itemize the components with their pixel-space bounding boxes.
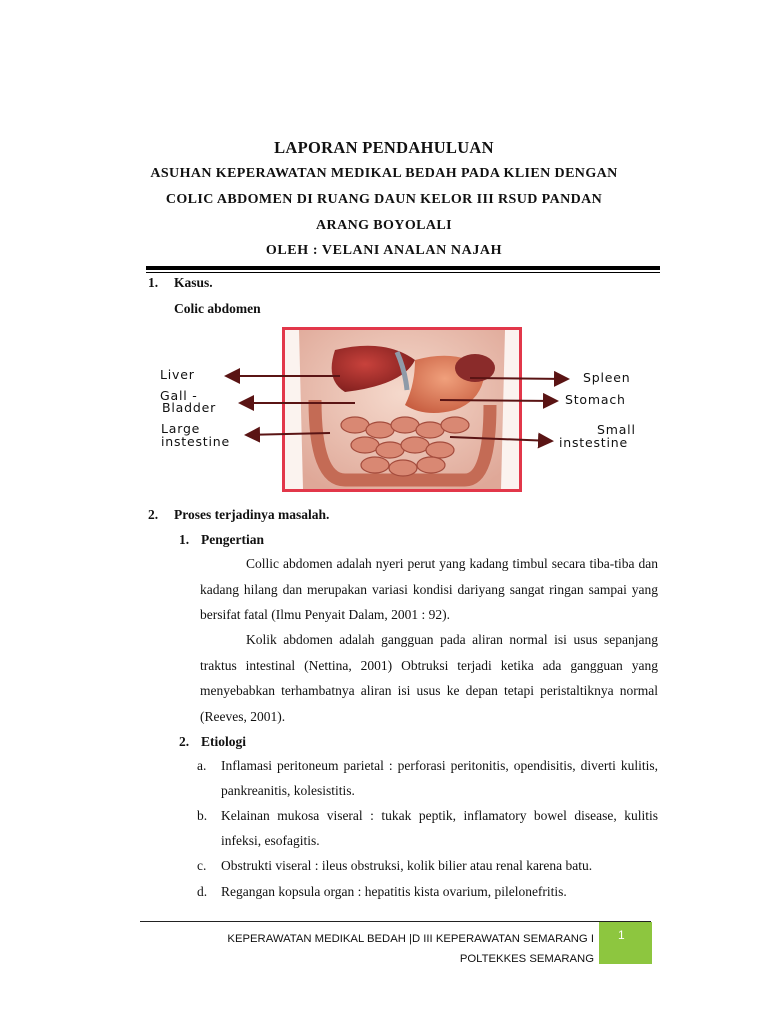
etiology-marker-d: d.: [197, 884, 208, 899]
subtitle-line-2: COLIC ABDOMEN DI RUANG DAUN KELOR III RSUD PANDAN: [165, 192, 603, 207]
label-large-intestine: instestine: [161, 434, 230, 449]
label-stomach: Stomach: [565, 392, 626, 407]
title-divider-thin: [146, 272, 660, 273]
title-divider-thick: [146, 266, 660, 270]
footer-divider: [140, 921, 651, 922]
section-2-heading: Proses terjadinya masalah.: [174, 507, 330, 522]
subsection-2-number: 2.: [179, 734, 190, 749]
label-liver: Liver: [160, 367, 195, 382]
etiology-marker-a: a.: [197, 758, 207, 773]
footer-line-2: POLTEKKES SEMARANG: [459, 953, 594, 965]
abdomen-illustration: [285, 330, 519, 489]
section-1-heading: Kasus.: [174, 275, 213, 290]
definition-paragraph-2: Kolik abdomen adalah gangguan pada aliran normal isi usus sepanjang traktus intestinal (Nettina, 2001) Obtruksi terjadi ketika ada gangguan yang menyebabkan terhambatnya aliran isi usus ke depan tetapi peristaltiknya normal (Reeves, 2001).: [200, 632, 658, 724]
page-number: 1: [618, 928, 625, 942]
abdomen-anatomy-image: [282, 327, 522, 492]
document-title: LAPORAN PENDAHULUAN: [274, 138, 494, 157]
etiology-marker-b: b.: [197, 808, 208, 823]
footer-text: [180, 929, 594, 969]
label-bladder: Bladder: [162, 400, 217, 415]
author-line: OLEH : VELANI ANALAN NAJAH: [265, 243, 503, 258]
subtitle-line-3: ARANG BOYOLALI: [316, 218, 452, 233]
section-1-subheading: Colic abdomen: [174, 301, 261, 316]
page-number-box: [599, 922, 652, 964]
footer-line-1: KEPERAWATAN MEDIKAL BEDAH |D III KEPERAWATAN SEMARANG I: [227, 933, 594, 945]
section-1-number: 1.: [148, 275, 159, 290]
etiology-item-b: Kelainan mukosa viseral : tukak peptik, inflamatory bowel disease, kulitis infeksi, esofagitis.: [221, 808, 658, 848]
etiology-item-a: Inflamasi peritoneum parietal : perforasi peritonitis, opendisitis, diverti kulitis, pankreanitis, kolesistitis.: [221, 758, 658, 798]
etiology-item-c: Obstrukti viseral : ileus obstruksi, kolik bilier atau renal karena batu.: [221, 858, 593, 873]
label-gall: Gall -: [160, 388, 198, 403]
etiology-marker-c: c.: [197, 858, 207, 873]
subsection-1-number: 1.: [179, 532, 190, 547]
section-2-number: 2.: [148, 507, 159, 522]
definition-paragraph-1: Collic abdomen adalah nyeri perut yang kadang timbul secara tiba-tiba dan kadang hilang dan merupakan variasi kondisi dariyang sangat ringan sampai yang bersifat fatal (Ilmu Penyait Dalam, 2001 : 92).: [200, 556, 658, 622]
label-small: Small: [597, 422, 636, 437]
label-spleen: Spleen: [583, 370, 631, 385]
label-small-intestine: instestine: [559, 435, 628, 450]
subsection-2-heading: Etiologi: [201, 734, 247, 749]
subsection-1-heading: Pengertian: [201, 532, 264, 547]
etiology-item-d: Regangan kopsula organ : hepatitis kista ovarium, pilelonefritis.: [221, 884, 567, 899]
subtitle-line-1: ASUHAN KEPERAWATAN MEDIKAL BEDAH PADA KLIEN DENGAN: [150, 166, 618, 181]
label-large: Large: [161, 421, 201, 436]
